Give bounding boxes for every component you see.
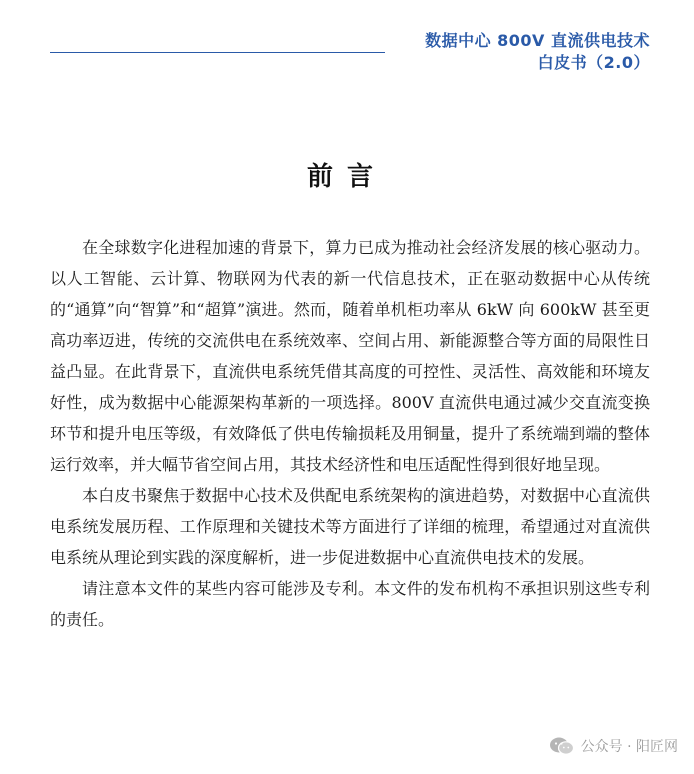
document-header <box>425 30 650 74</box>
body-text <box>50 232 650 635</box>
header-title-line2: 白皮书（2.0） <box>537 53 650 72</box>
paragraph: 请注意本文件的某些内容可能涉及专利。本文件的发布机构不承担识别这些专利的责任。 <box>50 579 650 629</box>
page-title: 前言 <box>306 162 387 192</box>
paragraph: 本白皮书聚焦于数据中心技术及供配电系统架构的演进趋势，对数据中心直流供电系统发展历程、工作原理和关键技术等方面进行了详细的梳理，希望通过对直流供电系统从理论到实践的深度解析，进一步促进数据中心直流供电技术的发展。 <box>50 486 650 567</box>
watermark-label: 公众号 · 阳匠网 <box>580 739 678 755</box>
paragraph: 在全球数字化进程加速的背景下，算力已成为推动社会经济发展的核心驱动力。以人工智能、云计算、物联网为代表的新一代信息技术，正在驱动数据中心从传统的“通算”向“智算”和“超算”演进。然而，随着单机柜功率从 6kW 向 600kW 甚至更高功率迈进，传统的交流供电在系统效率、空间占用、新能源整合等方面的局限性日益凸显。在此背景下，直流供电系统凭借其高度的可控性、灵活性、高效能和环境友好性，成为数据中心能源架构革新的一项选择。800V 直流供电通过减少交直流变换环节和提升电压等级，有效降低了供电传输损耗及用铜量，提升了系统端到端的整体运行效率，并大幅节省空间占用，其技术经济性和电压适配性得到很好地呈现。 <box>50 238 650 474</box>
wechat-icon <box>549 736 575 756</box>
header-rule <box>50 52 385 53</box>
header-title-line1: 数据中心 800V 直流供电技术 <box>425 31 650 50</box>
watermark <box>549 736 678 756</box>
